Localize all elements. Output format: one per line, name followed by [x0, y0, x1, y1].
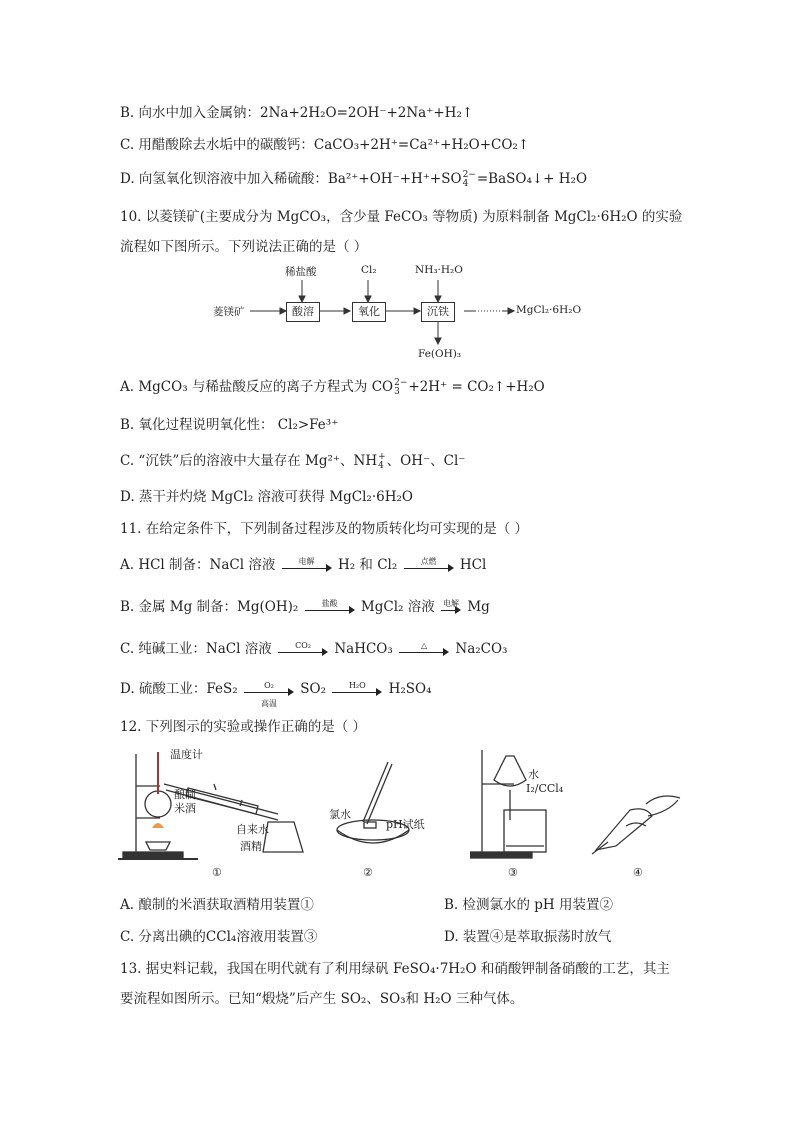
rice-wine-label-2: 米酒: [174, 802, 196, 815]
iodine-ccl4-label: I₂/CCl₄: [526, 782, 564, 795]
q11-b-part2: MgCl₂ 溶液: [360, 599, 435, 615]
figure-number-2: ②: [363, 866, 373, 879]
q11-a-part1: A. HCl 制备：NaCl 溶液: [120, 557, 276, 573]
water-label: 水: [528, 768, 539, 781]
reaction-arrow: O₂ 高温: [244, 683, 294, 697]
flow-start-material: 菱镁矿: [213, 306, 245, 318]
q11-a-part3: HCl: [459, 557, 487, 573]
q11-d-part1: D. 硫酸工业：FeS₂: [120, 681, 238, 697]
q10-option-d: D. 蒸干并灼烧 MgCl₂ 溶液可获得 MgCl₂·6H₂O: [120, 489, 413, 505]
thermometer-label: 温度计: [170, 748, 203, 761]
q11-d-part2: SO₂: [300, 681, 327, 697]
q13-stem-line2: 要流程如图所示。已知“煅烧”后产生 SO₂、SO₃和 H₂O 三种气体。: [120, 991, 524, 1007]
reaction-arrow: H₂O: [332, 683, 382, 697]
q11-b-part1: B. 金属 Mg 制备：Mg(OH)₂: [120, 599, 299, 615]
q12-option-b: B. 检测氯水的 pH 用装置②: [444, 897, 614, 913]
q12-option-c: C. 分离出碘的CCl₄溶液用装置③: [120, 929, 318, 945]
q13-stem-line1: 13. 据史料记载，我国在明代就有了利用绿矾 FeSO₄·7H₂O 和硝酸钾制备硝酸的工艺，其主: [120, 961, 670, 977]
reaction-arrow: CO₂: [278, 643, 328, 657]
q9-option-c: C. 用醋酸除去水垢中的碳酸钙：CaCO₃+2H⁺=Ca²⁺+H₂O+CO₂↑: [120, 137, 530, 153]
q11-stem: 11. 在给定条件下，下列制备过程涉及的物质转化均可实现的是（ ）: [120, 521, 529, 537]
tap-water-label: 自来水: [236, 823, 269, 836]
q10-option-c-text-2: 、OH⁻、Cl⁻: [386, 453, 466, 469]
carbonate-ion-scripts: 2− 3: [394, 377, 408, 397]
q9-option-d-text-1: D. 向氢氧化钡溶液中加入稀硫酸：Ba²⁺+OH⁻+H⁺+SO: [120, 171, 462, 187]
reagent-hcl: 稀盐酸: [285, 266, 317, 278]
q11-d-part3: H₂SO₄: [388, 681, 432, 697]
q11-c-part3: Na₂CO₃: [455, 641, 508, 657]
chlorine-water-label: 氯水: [329, 808, 351, 821]
alcohol-label: 酒精: [240, 840, 262, 853]
q9-option-d: [120, 170, 587, 189]
flow-step-dissolve: 酸溶: [286, 302, 320, 322]
reaction-arrow: 电解: [441, 601, 461, 615]
reaction-arrow: 盐酸: [305, 601, 355, 615]
q10-option-a-text-1: A. MgCO₃ 与稀盐酸反应的离子方程式为 CO: [120, 379, 394, 395]
reaction-arrow: △: [399, 643, 449, 657]
q10-stem-line2: 流程如下图所示。下列说法正确的是（ ）: [120, 239, 368, 255]
reaction-arrow: 电解: [282, 559, 332, 573]
q12-option-a: A. 酿制的米酒获取酒精用装置①: [120, 897, 314, 913]
figure-number-1: ①: [212, 866, 222, 879]
q10-option-b: B. 氧化过程说明氧化性： Cl₂>Fe³⁺: [120, 417, 339, 433]
rice-wine-label-1: 酿制: [174, 788, 196, 801]
q10-option-c-text-1: C. “沉铁”后的溶液中大量存在 Mg²⁺、NH: [120, 453, 378, 469]
q10-option-a: [120, 378, 545, 397]
ph-paper-label: pH试纸: [386, 818, 425, 831]
q11-c-part1: C. 纯碱工业：NaCl 溶液: [120, 641, 272, 657]
flow-byproduct: Fe(OH)₃: [418, 348, 462, 360]
flow-step-precipitate-iron: 沉铁: [421, 302, 455, 322]
figure-number-3: ③: [508, 866, 518, 879]
reaction-arrow: 点燃: [404, 559, 454, 573]
figure-number-4: ④: [633, 866, 643, 879]
reagent-ammonia: NH₃·H₂O: [415, 264, 463, 276]
q10-option-a-text-2: +2H⁺ = CO₂↑+H₂O: [408, 379, 545, 395]
q11-option-a: [120, 556, 486, 574]
q11-a-part2: H₂ 和 Cl₂: [337, 557, 398, 573]
q11-option-c: [120, 640, 507, 658]
ammonium-ion-scripts: + 4: [378, 451, 386, 471]
flow-step-oxidize: 氧化: [352, 302, 386, 322]
q9-option-d-text-2: =BaSO₄↓+ H₂O: [476, 171, 588, 187]
q10-option-c: [120, 452, 465, 471]
q12-option-d: D. 装置④是萃取振荡时放气: [444, 929, 612, 945]
flow-product: MgCl₂·6H₂O: [516, 304, 582, 316]
q12-stem: 12. 下列图示的实验或操作正确的是（ ）: [120, 719, 367, 735]
distillation-apparatus: [118, 744, 308, 862]
shaking-funnel-hands: [586, 786, 686, 856]
q10-stem-line1: 10. 以菱镁矿(主要成分为 MgCO₃，含少量 FeCO₃ 等物质) 为原料制备 MgCl₂·6H₂O 的实验: [120, 209, 683, 225]
q11-option-d: [120, 680, 432, 708]
q11-c-part2: NaHCO₃: [334, 641, 393, 657]
q9-option-b: B. 向水中加入金属钠：2Na+2H₂O=2OH⁻+2Na⁺+H₂↑: [120, 105, 474, 121]
sulfate-ion-scripts: 2− 4: [462, 169, 476, 189]
q11-b-part3: Mg: [467, 599, 490, 615]
reagent-cl2: Cl₂: [361, 264, 377, 276]
q11-option-b: [120, 598, 490, 616]
